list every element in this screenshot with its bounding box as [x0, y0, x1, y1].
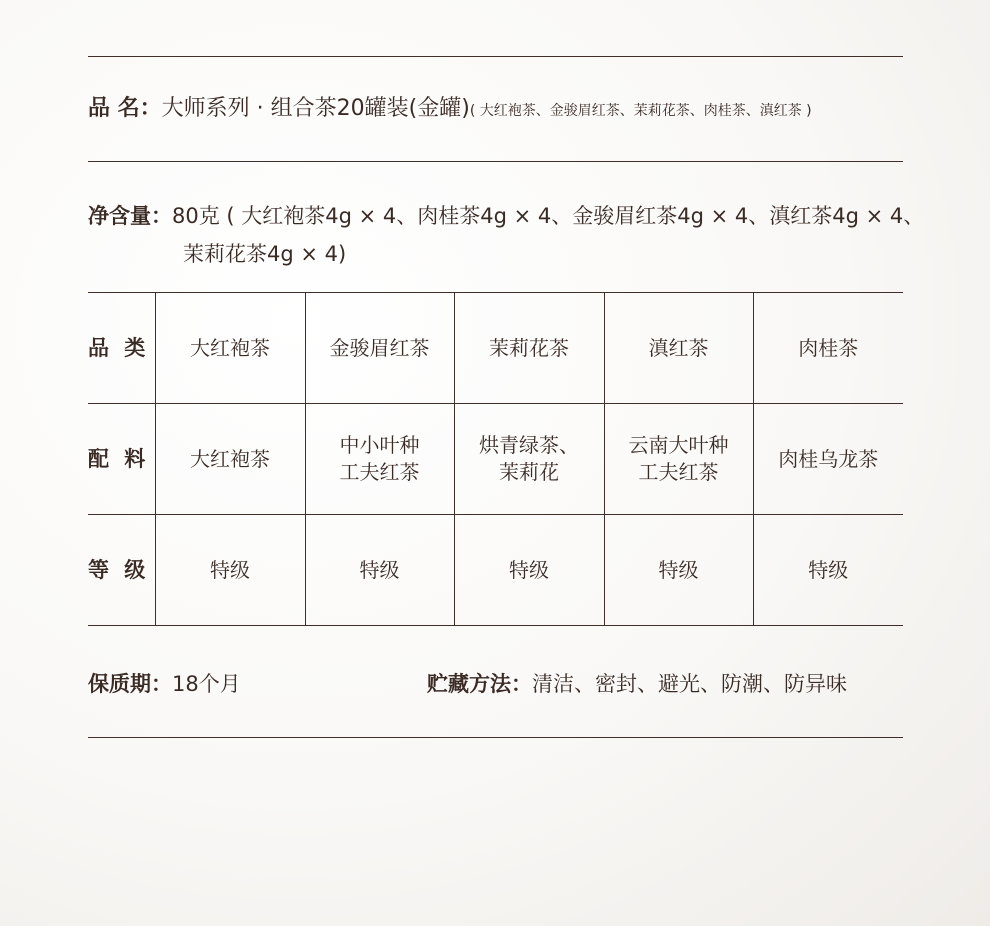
- table-cell: 特级: [604, 515, 753, 626]
- table-cell: 中小叶种 工夫红茶: [305, 404, 454, 515]
- product-name-note: ( 大红袍茶、金骏眉红茶、茉莉花茶、肉桂茶、滇红茶 ): [469, 103, 812, 119]
- product-name-label: 品 名：: [88, 96, 162, 121]
- storage-row: [427, 668, 847, 698]
- row-head-category: 品 类: [88, 293, 155, 404]
- table-cell: 肉桂茶: [753, 293, 903, 404]
- table-row: [88, 515, 903, 626]
- divider-2: [88, 161, 903, 162]
- net-content-label: 净含量：: [88, 204, 172, 228]
- table-cell: 云南大叶种 工夫红茶: [604, 404, 753, 515]
- table-cell: 特级: [454, 515, 604, 626]
- table-cell: 特级: [305, 515, 454, 626]
- net-content-row: [88, 200, 924, 230]
- row-head-grade: 等 级: [88, 515, 155, 626]
- table-cell: 金骏眉红茶: [305, 293, 454, 404]
- table-cell: 大红袍茶: [155, 404, 305, 515]
- divider-bottom: [88, 737, 903, 738]
- net-content-line2: 茉莉花茶4g × 4): [183, 242, 347, 266]
- net-content-line1: 80克 ( 大红袍茶4g × 4、肉桂茶4g × 4、金骏眉红茶4g × 4、滇红茶4g × 4、: [172, 204, 925, 228]
- table-cell: 滇红茶: [604, 293, 753, 404]
- row-head-ingredients: 配 料: [88, 404, 155, 515]
- storage-label: 贮藏方法：: [427, 672, 532, 696]
- table-cell: 烘青绿茶、 茉莉花: [454, 404, 604, 515]
- shelf-life-value: 18个月: [172, 672, 241, 696]
- spec-table: [88, 292, 903, 626]
- table-row: [88, 293, 903, 404]
- table-cell: 特级: [155, 515, 305, 626]
- product-name-value: 大师系列 · 组合茶20罐装(金罐): [161, 96, 470, 121]
- shelf-life-label: 保质期：: [88, 672, 172, 696]
- product-name-row: [88, 98, 812, 120]
- divider-top: [88, 56, 903, 57]
- table-cell: 茉莉花茶: [454, 293, 604, 404]
- table-cell: 肉桂乌龙茶: [753, 404, 903, 515]
- table-cell: 特级: [753, 515, 903, 626]
- table-row: [88, 404, 903, 515]
- shelf-life-row: [88, 668, 241, 698]
- table-cell: 大红袍茶: [155, 293, 305, 404]
- storage-value: 清洁、密封、避光、防潮、防异味: [532, 672, 847, 696]
